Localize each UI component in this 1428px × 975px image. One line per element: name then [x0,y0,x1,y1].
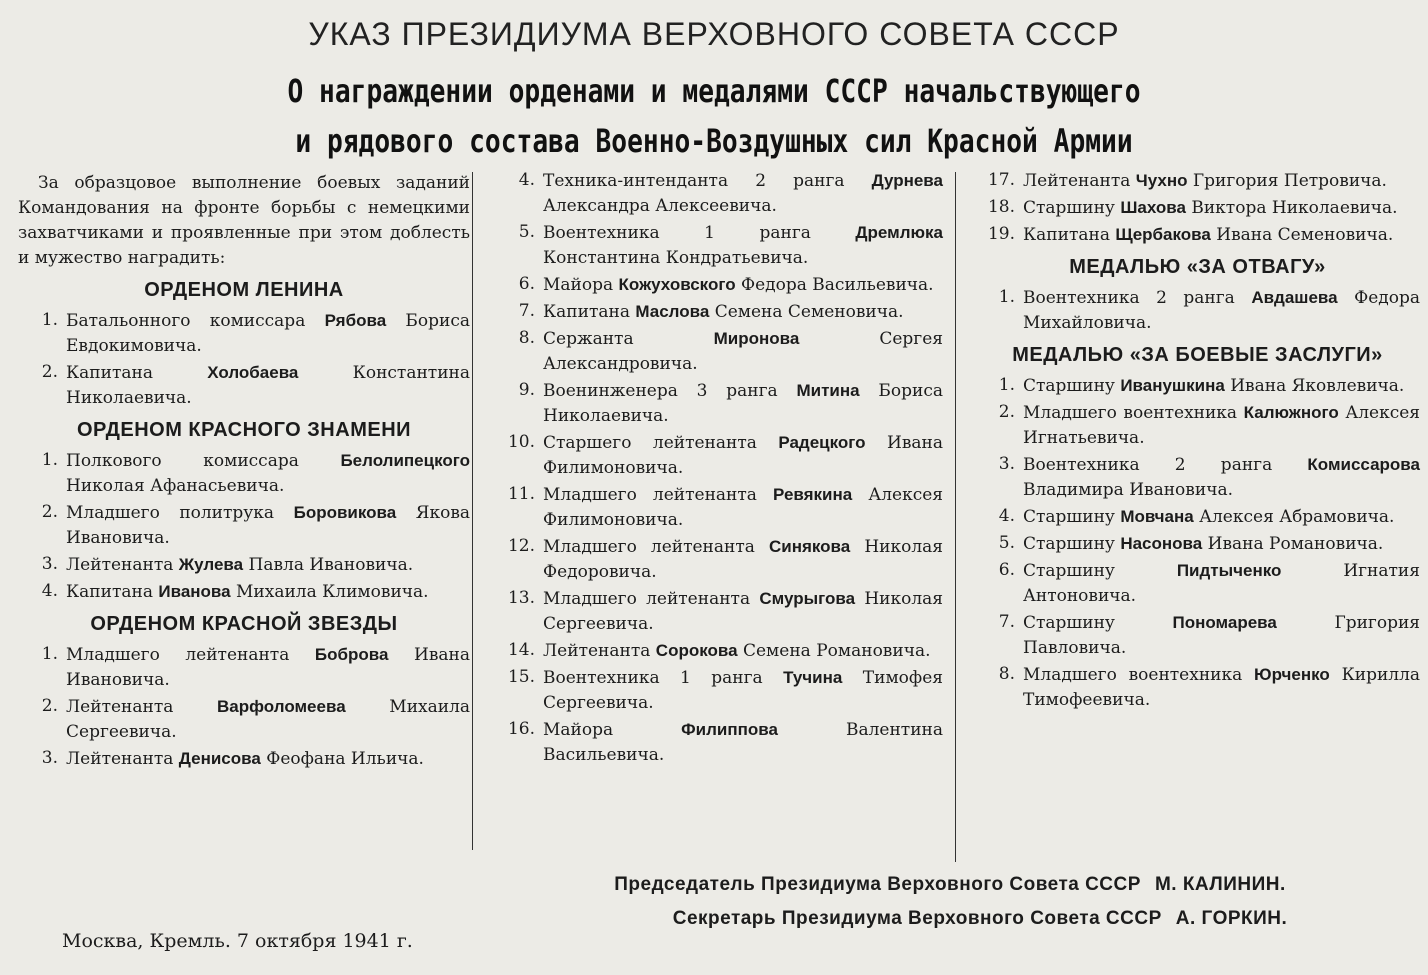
entry-surname: Авдашева [1251,288,1338,307]
entry-number: 6. [518,274,535,294]
entry-given-names: Якова Ивановича. [66,503,471,548]
entry-rank: Майора [543,275,614,295]
entry-surname: Рябова [324,311,387,330]
award-entry [495,665,943,716]
award-list-red-star-end [975,168,1420,248]
entry-given-names: Семена Семеновича. [714,302,904,322]
entry-rank: Младшего лейтенанта [543,485,757,505]
entry-given-names: Алексея Филимоновича. [543,485,944,530]
entry-given-names: Александра Алексеевича. [543,196,777,216]
entry-given-names: Григория Павловича. [1023,613,1421,658]
entry-text [1023,195,1420,221]
award-entry [975,400,1420,451]
entry-given-names: Ивана Яковлевича. [1230,376,1405,396]
entry-surname: Щербакова [1115,225,1211,244]
award-entry [495,168,943,219]
entry-surname: Дремлюка [855,223,944,242]
decree-title: УКАЗ ПРЕЗИДИУМА ВЕРХОВНОГО СОВЕТА СССР [308,16,1120,52]
entry-text [543,430,943,481]
award-entry [18,642,470,693]
award-entry [975,662,1420,713]
award-entry [495,299,943,325]
award-entry [18,500,470,551]
entry-text [1023,531,1420,557]
entry-text [66,694,470,745]
column-divider [955,172,956,862]
chairman-name: М. КАЛИНИН. [1154,874,1286,895]
entry-text [1023,400,1420,451]
award-entry [495,482,943,533]
entry-rank: Воентехника 1 ранга [543,668,763,688]
award-entry [975,168,1420,194]
entry-text [543,717,943,768]
entry-given-names: Ивана Ивановича. [66,645,471,690]
entry-given-names: Николая Сергеевича. [543,589,944,634]
entry-number: 11. [507,484,535,504]
award-list-lenin [18,308,470,411]
chairman-title: Председатель Президиума Верховного Совета СССР [614,874,1141,895]
entry-surname: Ревякина [773,485,853,504]
section-title-red-banner: ОРДЕНОМ КРАСНОГО ЗНАМЕНИ [76,419,412,441]
entry-rank: Воентехника 1 ранга [543,223,811,243]
entry-number: 1. [41,310,58,330]
entry-given-names: Тимофея Сергеевича. [543,668,943,713]
column-right [975,168,1420,714]
entry-given-names: Николая Федоровича. [543,537,943,582]
section-title-combat-merit: МЕДАЛЬЮ «ЗА БОЕВЫЕ ЗАСЛУГИ» [1012,344,1383,366]
award-entry [18,552,470,578]
entry-surname: Маслова [635,302,710,321]
entry-rank: Младшего лейтенанта [543,589,751,609]
award-entry [18,746,470,772]
entry-surname: Жулева [178,555,244,574]
entry-number: 1. [41,644,58,664]
entry-rank: Лейтенанта [543,641,651,661]
entry-text [1023,168,1420,194]
entry-number: 2. [41,362,58,382]
entry-number: 1. [41,450,58,470]
entry-text [1023,373,1420,399]
entry-number: 1. [998,287,1015,307]
entry-number: 13. [507,588,535,608]
entry-surname: Шахова [1120,198,1186,217]
entry-number: 18. [987,197,1015,217]
entry-surname: Митина [796,381,860,400]
entry-text [1023,504,1420,530]
entry-number: 6. [998,560,1015,580]
entry-text [1023,558,1420,609]
award-list-courage [975,285,1420,336]
entry-text [543,665,943,716]
entry-surname: Мовчана [1120,507,1194,526]
entry-rank: Младшего лейтенанта [66,645,290,665]
entry-rank: Старшего лейтенанта [543,433,757,453]
award-list-combat-merit [975,373,1420,713]
entry-rank: Майора [543,720,614,740]
decree-subtitle-line1: О награждении орденами и медалями СССР начальствующего [287,72,1141,110]
award-entry [975,373,1420,399]
entry-number: 5. [998,533,1015,553]
award-entry [975,558,1420,609]
entry-surname: Радецкого [778,433,866,452]
entry-text [1023,285,1420,336]
entry-surname: Юрченко [1254,665,1330,684]
entry-number: 7. [518,301,535,321]
entry-surname: Комиссарова [1307,455,1420,474]
entry-given-names: Ивана Романовича. [1207,534,1384,554]
entry-surname: Боброва [314,645,389,664]
entry-surname: Насонова [1120,534,1203,553]
entry-surname: Холобаева [207,363,299,382]
entry-given-names: Бориса Евдокимовича. [66,311,471,356]
entry-text [66,746,470,772]
award-entry [495,272,943,298]
entry-given-names: Константина Николаевича. [66,363,470,408]
award-entry [495,326,943,377]
entry-given-names: Ивана Семеновича. [1216,225,1394,245]
award-list-red-star-continued [495,168,943,768]
entry-given-names: Михаила Климовича. [236,582,429,602]
entry-text [543,326,943,377]
entry-number: 4. [998,506,1015,526]
entry-surname: Пономарева [1172,613,1277,632]
entry-text [543,378,943,429]
entry-text [543,586,943,637]
entry-given-names: Игнатия Антоновича. [1023,561,1420,606]
entry-given-names: Федора Михайловича. [1023,288,1421,333]
entry-given-names: Константина Кондратьевича. [543,248,809,268]
award-list-red-star [18,642,470,772]
entry-given-names: Семена Романовича. [742,641,931,661]
entry-rank: Капитана [66,363,153,383]
entry-text [543,299,943,325]
award-entry [18,579,470,605]
entry-surname: Смурыгова [759,589,856,608]
entry-text [543,534,943,585]
secretary-title: Секретарь Президиума Верховного Совета СССР [672,908,1162,929]
entry-number: 4. [41,581,58,601]
entry-rank: Старшину [1023,376,1115,396]
entry-given-names: Федора Васильевича. [741,275,934,295]
column-middle [495,168,943,769]
entry-text [1023,610,1420,661]
entry-text [1023,222,1420,248]
entry-rank: Сержанта [543,329,634,349]
entry-number: 3. [41,554,58,574]
entry-surname: Денисова [178,749,261,768]
entry-rank: Техника-интенданта 2 ранга [543,171,845,191]
award-entry [18,360,470,411]
entry-rank: Младшего лейтенанта [543,537,755,557]
entry-given-names: Павла Ивановича. [248,555,414,575]
entry-given-names: Михаила Сергеевича. [66,697,471,742]
entry-text [1023,662,1420,713]
entry-surname: Чухно [1135,171,1188,190]
entry-text [543,220,943,271]
entry-number: 19. [987,224,1015,244]
column-divider [472,172,473,850]
entry-text [66,642,470,693]
entry-number: 17. [987,170,1015,190]
entry-rank: Военинженера 3 ранга [543,381,778,401]
entry-surname: Кожуховского [618,275,736,294]
entry-surname: Варфоломеева [217,697,346,716]
entry-number: 15. [507,667,535,687]
entry-given-names: Феофана Ильича. [266,749,424,769]
entry-text [66,500,470,551]
entry-rank: Капитана [543,302,630,322]
entry-surname: Сорокова [655,641,738,660]
award-entry [495,638,943,664]
signature-chairman [470,874,1428,896]
entry-number: 8. [518,328,535,348]
entry-rank: Лейтенанта [66,697,174,717]
entry-number: 2. [41,696,58,716]
entry-text [543,638,943,664]
award-entry [495,717,943,768]
entry-given-names: Григория Петровича. [1192,171,1387,191]
entry-number: 9. [518,380,535,400]
entry-text [543,482,943,533]
entry-given-names: Кирилла Тимофеевича. [1023,665,1421,710]
entry-given-names: Владимира Ивановича. [1023,480,1233,500]
entry-number: 3. [41,748,58,768]
entry-text [66,448,470,499]
secretary-name: А. ГОРКИН. [1175,908,1288,929]
entry-rank: Старшину [1023,198,1115,218]
entry-given-names: Алексея Игнатьевича. [1023,403,1421,448]
entry-number: 3. [998,454,1015,474]
award-entry [495,378,943,429]
entry-rank: Капитана [66,582,153,602]
section-title-courage: МЕДАЛЬЮ «ЗА ОТВАГУ» [1069,256,1326,278]
award-entry [975,610,1420,661]
entry-surname: Пидтыченко [1176,561,1282,580]
entry-surname: Иванушкина [1120,376,1225,395]
entry-given-names: Алексея Абрамовича. [1199,507,1395,527]
place-and-date: Москва, Кремль. 7 октября 1941 г. [62,930,413,952]
entry-number: 12. [507,536,535,556]
entry-rank: Младшего политрука [66,503,275,523]
intro-paragraph: За образцовое выполнение боевых заданий Командования на фронте борьбы с немецкими захватчиками и проявленные при этом доблесть и мужество наградить: [18,173,470,268]
entry-number: 10. [507,432,535,452]
entry-rank: Полкового комиссара [66,451,299,471]
entry-given-names: Валентина Васильевича. [543,720,943,765]
entry-rank: Лейтенанта [66,555,174,575]
entry-text [1023,452,1420,503]
entry-number: 4. [518,170,535,190]
award-entry [975,285,1420,336]
award-entry [975,504,1420,530]
entry-surname: Белолипецкого [340,451,470,470]
award-entry [495,220,943,271]
entry-surname: Миронова [713,329,800,348]
entry-number: 2. [41,502,58,522]
entry-rank: Капитана [1023,225,1110,245]
entry-rank: Младшего воентехника [1023,403,1238,423]
entry-text [66,579,470,605]
entry-given-names: Николая Афанасьевича. [66,476,285,496]
entry-surname: Тучина [783,668,843,687]
column-left [18,168,470,773]
award-entry [495,430,943,481]
entry-surname: Синякова [768,537,851,556]
entry-surname: Дурнева [871,171,943,190]
entry-surname: Калюжного [1243,403,1339,422]
entry-text [66,552,470,578]
entry-number: 7. [998,612,1015,632]
entry-text [543,168,943,219]
entry-rank: Старшину [1023,534,1115,554]
entry-rank: Младшего воентехника [1023,665,1243,685]
section-title-lenin: ОРДЕНОМ ЛЕНИНА [144,279,344,301]
entry-rank: Лейтенанта [66,749,174,769]
entry-given-names: Ивана Филимоновича. [543,433,944,478]
section-title-red-star: ОРДЕНОМ КРАСНОЙ ЗВЕЗДЫ [90,613,398,635]
entry-text [66,360,470,411]
entry-surname: Иванова [158,582,231,601]
entry-rank: Старшину [1023,613,1115,633]
entry-given-names: Бориса Николаевича. [543,381,944,426]
entry-rank: Лейтенанта [1023,171,1131,191]
entry-given-names: Виктора Николаевича. [1191,198,1398,218]
entry-rank: Воентехника 2 ранга [1023,455,1273,475]
award-entry [18,448,470,499]
award-entry [495,586,943,637]
award-list-red-banner [18,448,470,605]
entry-surname: Филиппова [681,720,778,739]
entry-number: 2. [998,402,1015,422]
entry-number: 14. [507,640,535,660]
award-entry [975,452,1420,503]
award-entry [495,534,943,585]
signature-secretary [530,908,1428,930]
award-entry [18,694,470,745]
entry-rank: Воентехника 2 ранга [1023,288,1235,308]
award-entry [975,195,1420,221]
entry-number: 8. [998,664,1015,684]
entry-number: 5. [518,222,535,242]
award-entry [18,308,470,359]
entry-rank: Старшину [1023,507,1115,527]
decree-subtitle-line2: и рядового состава Военно-Воздушных сил Красной Армии [295,122,1133,160]
award-entry [975,531,1420,557]
award-entry [975,222,1420,248]
entry-number: 1. [998,375,1015,395]
entry-text [66,308,470,359]
entry-text [543,272,943,298]
entry-number: 16. [507,719,535,739]
entry-rank: Батальонного комиссара [66,311,306,331]
entry-rank: Старшину [1023,561,1115,581]
entry-given-names: Сергея Александровича. [543,329,944,374]
entry-surname: Боровикова [293,503,397,522]
